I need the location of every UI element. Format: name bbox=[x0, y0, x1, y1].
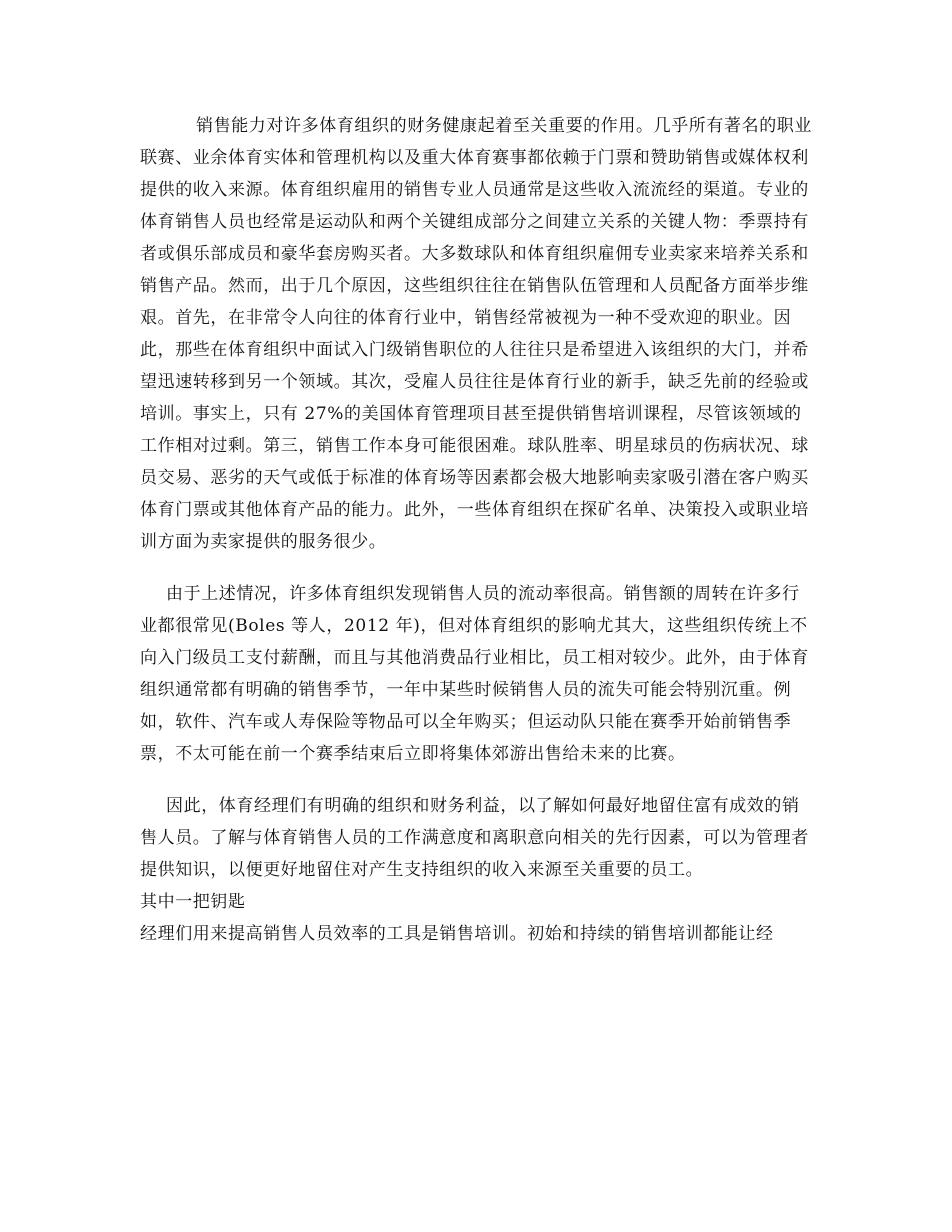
paragraph-2: 由于上述情况，许多体育组织发现销售人员的流动率很高。销售额的周转在许多行业都很常见(Boles 等人，2012 年)，但对体育组织的影响尤其大，这些组织传统上不向入门级员工支付薪酬，而且与其他消费品行业相比，员工相对较少。此外，由于体育组织通常都有明确的销售季节，一年中某些时候销售人员的流失可能会特别沉重。例如，软件、汽车或人寿保险等物品可以全年购买；但运动队只能在赛季开始前销售季票，不太可能在前一个赛季结束后立即将集体郊游出售给未来的比赛。 bbox=[140, 584, 809, 764]
paragraph-1: 销售能力对许多体育组织的财务健康起着至关重要的作用。几乎所有著名的职业联赛、业余体育实体和管理机构以及重大体育赛事都依赖于门票和赞助销售或媒体权利提供的收入来源。体育组织雇用的销售专业人员通常是这些收入流流经的渠道。专业的体育销售人员也经常是运动队和两个关键组成部分之间建立关系的关键人物：季票持有者或俱乐部成员和豪华套房购买者。大多数球队和体育组织雇佣专业卖家来培养关系和销售产品。然而，出于几个原因，这些组织往往在销售队伍管理和人员配备方面举步维艰。首先，在非常令人向往的体育行业中，销售经常被视为一种不受欢迎的职业。因此，那些在体育组织中面试入门级销售职位的人往往只是希望进入该组织的大门，并希望迅速转移到另一个领域。其次，受雇人员往往是体育行业的新手，缺乏先前的经验或培训。事实上，只有 27%的美国体育管理项目甚至提供销售培训课程，尽管该领域的工作相对过剩。第三，销售工作本身可能很困难。球队胜率、明星球员的伤病状况、球员交易、恶劣的天气或低于标准的体育场等因素都会极大地影响卖家吸引潜在客户购买体育门票或其他体育产品的能力。此外，一些体育组织在探矿名单、决策投入或职业培训方面为卖家提供的服务很少。 bbox=[140, 116, 812, 552]
paragraph-3: 因此，体育经理们有明确的组织和财务利益，以了解如何最好地留住富有成效的销售人员。了解与体育销售人员的工作满意度和离职意向相关的先行因素，可以为管理者提供知识，以便更好地留住对产生支持组织的收入来源至关重要的员工。 bbox=[140, 796, 809, 880]
document-body bbox=[140, 110, 816, 950]
paragraph-4: 其中一把钥匙 bbox=[140, 892, 246, 912]
paragraph-5: 经理们用来提高销售人员效率的工具是销售培训。初始和持续的销售培训都能让经 bbox=[140, 924, 774, 944]
